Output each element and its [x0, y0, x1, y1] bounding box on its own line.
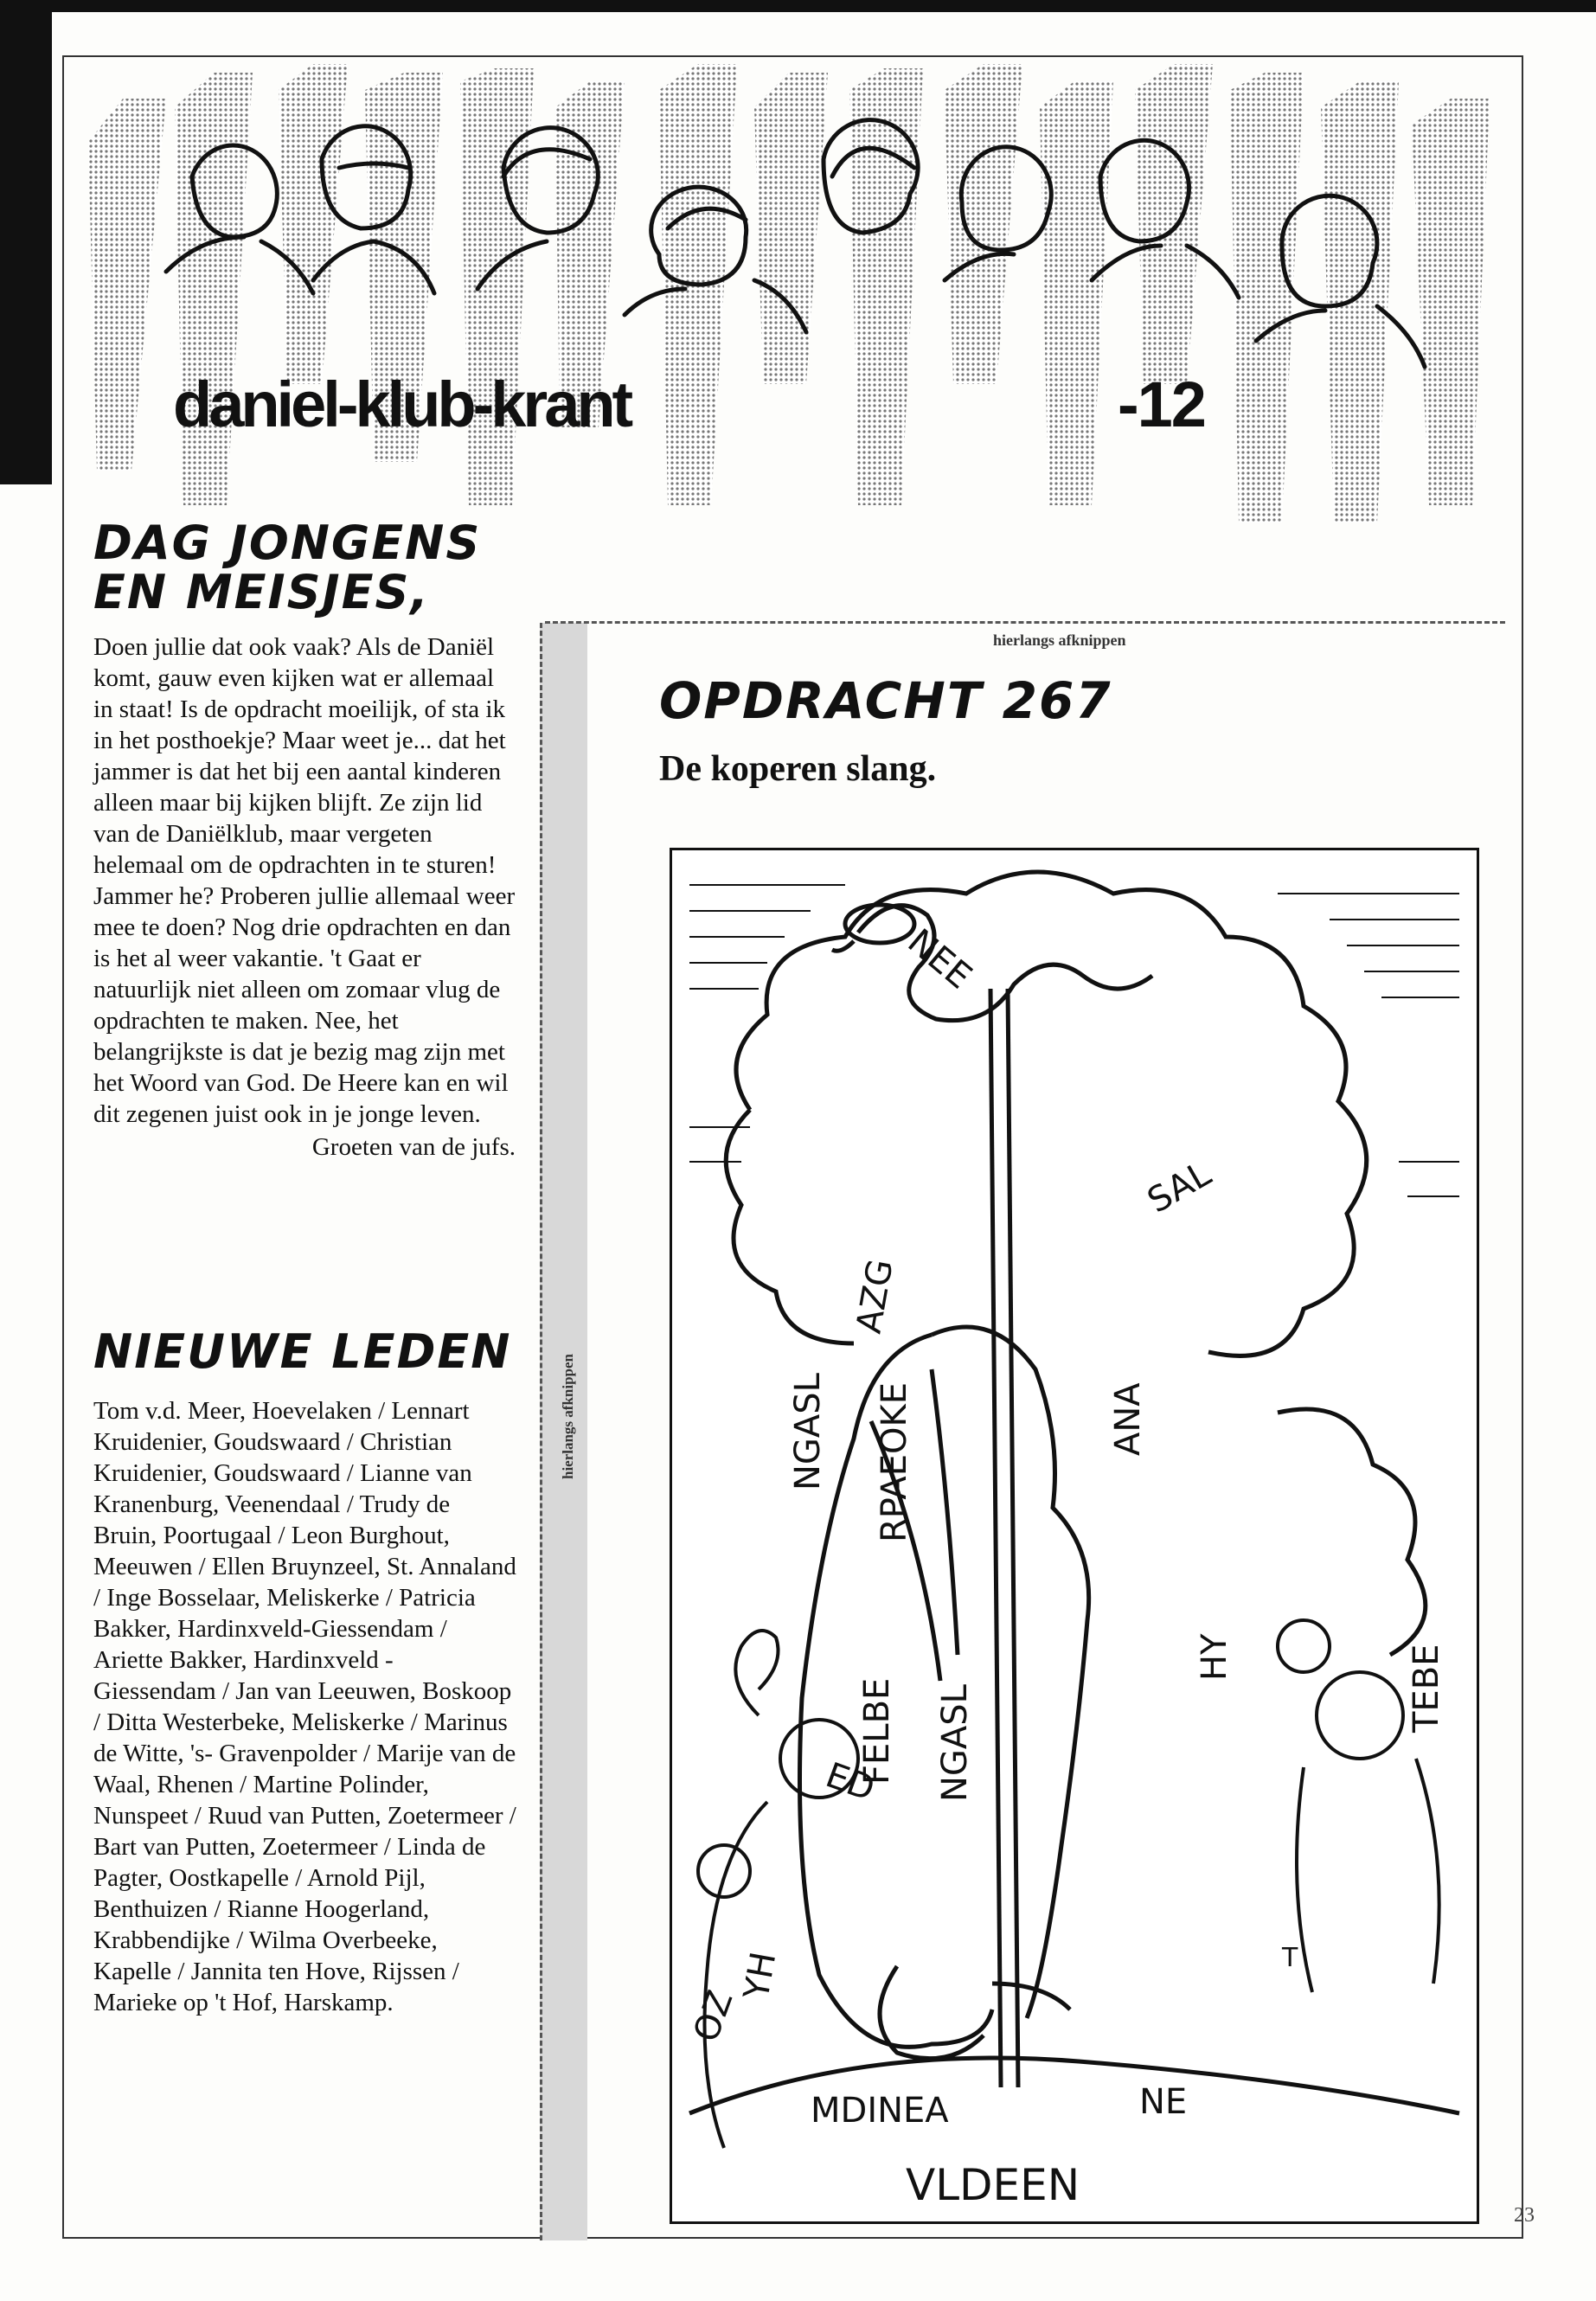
- puzzle-word: YH: [736, 1949, 785, 2003]
- puzzle-drawing: [672, 850, 1477, 2221]
- puzzle-words: [686, 921, 1446, 2210]
- israelites-figures: [698, 1620, 1439, 2148]
- puzzle-word: NGASL: [788, 1373, 828, 1490]
- puzzle-word: OZ: [686, 1985, 741, 2048]
- new-members-list: Tom v.d. Meer, Hoevelaken / Lennart Kruidenier, Goudswaard / Christian Kruidenier, Goudswaard / Lianne van Kranenburg, Veenendaal / Trudy de Bruin, Poortugaal / Leon Burghout, Meeuwen / Ellen Bruynzeel, St. Annaland / Inge Bosselaar, Meliskerke / Patricia Bakker, Hardinxveld-Giessendam / Ariette Bakker, Hardinxveld - Giessendam / Jan van Leeuwen, Boskoop / Ditta Westerbeke, Meliskerke / Marinus de Witte, 's- Gravenpolder / Marije van de Waal, Rhenen / Martine Polinder, Nunspeet / Ruud van Putten, Zoetermeer / Bart van Putten, Zoetermeer / Linda de Pagter, Oostkapelle / Arnold Pijl, Benthuizen / Rianne Hoogerland, Krabbendijke / Wilma Overbeeke, Kapelle / Jannita ten Hove, Rijssen / Marieke op 't Hof, Harskamp.: [93, 1397, 516, 2016]
- page-number: 23: [1514, 2204, 1535, 2227]
- assignment-title: OPDRACHT 267: [659, 671, 1112, 730]
- puzzle-word: ED: [820, 1755, 881, 1810]
- masthead-illustration: [62, 55, 1520, 540]
- puzzle-word: SAL: [1141, 1153, 1218, 1221]
- greeting-body: Doen jullie dat ook vaak? Als de Daniël komt, gauw even kijken wat er allemaal in staat! Is de opdracht moeilijk, of sta ik in het posthoekje? Maar weet je... dat het jammer is dat het bij een aantal kinderen alleen maar bij kijken blijft. Ze zijn lid van de Daniëlklub, maar vergeten helemaal om de opdrachten in te sturen! Jammer he? Proberen jullie allemaal weer mee te doen? Nog drie opdrachten en dan is het al weer vakantie. 't Gaat er natuurlijk niet alleen om zomaar vlug de opdrachten te maken. Nee, het belangrijkste is dat je bezig mag zijn met het Woord van God. De Heere kan en wil dit zegenen juist ook in je jonge leven.: [93, 633, 516, 1128]
- puzzle-word: TEBE: [1407, 1644, 1446, 1733]
- bronze-serpent-illustration: [670, 848, 1479, 2224]
- puzzle-word: VLDEEN: [906, 2160, 1080, 2210]
- greeting-heading: DAG JONGENS EN MEISJES,: [93, 516, 482, 619]
- sky-hatching: [689, 885, 1459, 1196]
- puzzle-word: NEE: [900, 921, 979, 997]
- puzzle-word: NGASL: [935, 1684, 975, 1802]
- greeting-text: [93, 631, 516, 1163]
- puzzle-word: NE: [1139, 2082, 1188, 2122]
- puzzle-word: HY: [1195, 1633, 1234, 1681]
- puzzle-word: RPAEOKE: [875, 1382, 914, 1542]
- screentone-stripes: [88, 64, 1490, 522]
- issue-number: -12: [1118, 369, 1205, 440]
- puzzle-word: FELBE: [857, 1677, 897, 1785]
- children-drawing: [62, 55, 1520, 540]
- greeting-signoff: Groeten van de jufs.: [311, 1133, 516, 1161]
- hill-outline: [689, 2058, 1459, 2113]
- cut-label-top: hierlangs afknippen: [993, 631, 1126, 649]
- new-members-heading: NIEUWE LEDEN: [93, 1324, 512, 1379]
- puzzle-word: ANA: [1108, 1382, 1148, 1456]
- puzzle-word: AZG: [849, 1256, 901, 1336]
- puzzle-word: MDINEA: [811, 2091, 949, 2131]
- puzzle-word: T: [1282, 1943, 1298, 1973]
- assignment-subtitle: De koperen slang.: [659, 749, 937, 789]
- masthead-title: daniel-klub-krant: [173, 369, 631, 440]
- cut-label-vertical: hierlangs afknippen: [560, 1354, 576, 1480]
- left-border: [0, 0, 52, 484]
- top-border: [0, 0, 1596, 12]
- cut-line-top: [545, 621, 1505, 624]
